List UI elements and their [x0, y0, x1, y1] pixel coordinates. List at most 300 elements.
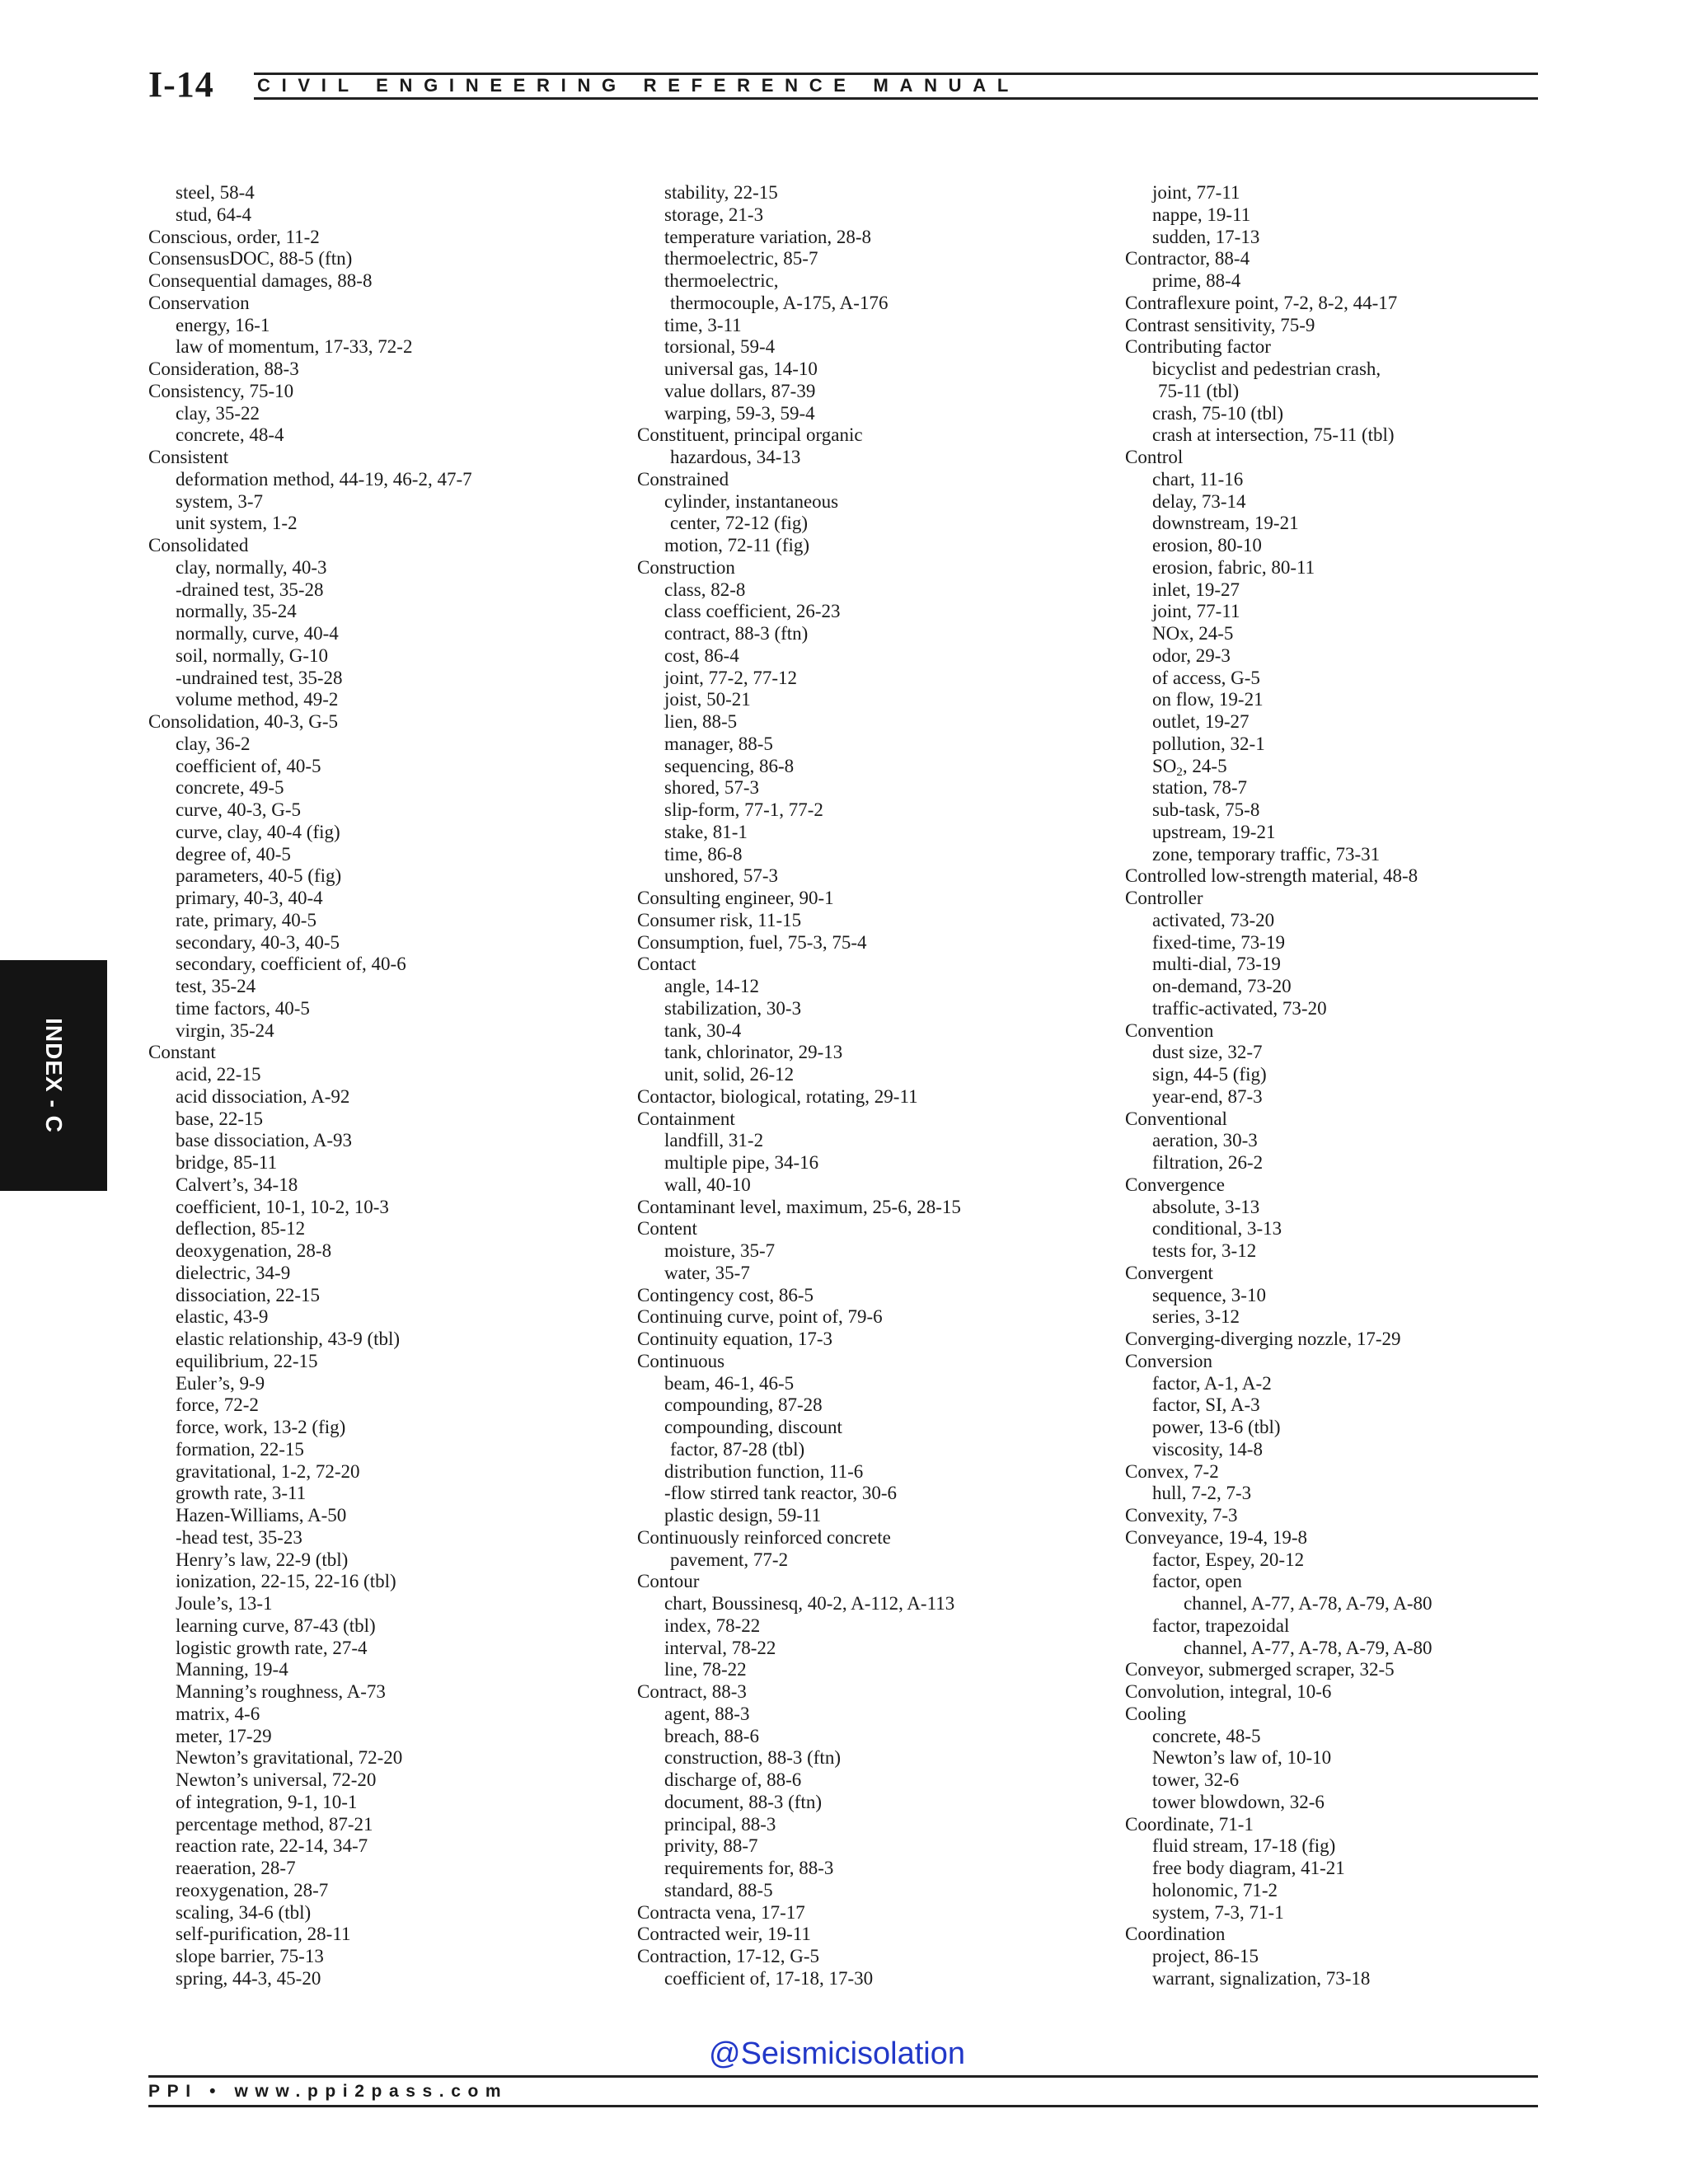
index-entry — [637, 910, 1099, 932]
index-subentry — [637, 1615, 1099, 1638]
index-subentry — [1125, 557, 1587, 579]
index-subentry — [148, 491, 610, 513]
index-subentry — [148, 1593, 610, 1615]
entry-text: unit, solid, 26-12 — [664, 1064, 795, 1085]
index-subentry — [1125, 381, 1587, 403]
index-entry — [1125, 1351, 1587, 1373]
index-subentry — [148, 1439, 610, 1461]
index-subentry — [148, 1306, 610, 1329]
entry-text: slope barrier, 75-13 — [176, 1946, 324, 1966]
index-entry — [1125, 447, 1587, 469]
index-subentry — [148, 1483, 610, 1505]
footer-rule-top — [148, 2075, 1538, 2078]
index-subentry — [148, 315, 610, 337]
entry-text: storage, 21-3 — [664, 204, 764, 225]
index-entry — [148, 248, 610, 270]
entry-text: sign, 44-5 (fig) — [1152, 1064, 1267, 1085]
entry-text: joint, 77-11 — [1152, 601, 1240, 622]
index-entry — [148, 1042, 610, 1064]
index-subentry — [148, 1218, 610, 1240]
footer-url[interactable]: www.ppi2pass.com — [234, 2082, 509, 2101]
index-entry — [1125, 1329, 1587, 1351]
entry-subscript: 2 — [1176, 765, 1183, 779]
entry-text: force, work, 13-2 (fig) — [176, 1417, 346, 1437]
entry-text: Consolidated — [148, 535, 249, 555]
entry-text: year-end, 87-3 — [1152, 1085, 1263, 1107]
index-entry — [1125, 1461, 1587, 1483]
index-entry — [637, 1571, 1099, 1593]
entry-text: erosion, 80-10 — [1152, 535, 1262, 555]
index-subentry — [148, 1880, 610, 1902]
index-subentry — [148, 1704, 610, 1726]
index-subentry — [148, 1263, 610, 1285]
index-subentry — [1125, 227, 1587, 249]
entry-text: ionization, 22-15, 22-16 (tbl) — [176, 1571, 396, 1592]
index-column-1 — [148, 182, 610, 1990]
entry-text: motion, 72-11 (fig) — [664, 535, 810, 555]
entry-text: Content — [637, 1218, 697, 1240]
index-entry — [637, 1108, 1099, 1131]
entry-text: wall, 40-10 — [664, 1174, 751, 1195]
entry-text: index, 78-22 — [664, 1615, 761, 1636]
index-entry — [1125, 336, 1587, 359]
index-subentry — [637, 1505, 1099, 1527]
entry-text: crash at intersection, 75-11 (tbl) — [1152, 424, 1395, 446]
entry-text: of access, G-5 — [1152, 667, 1260, 688]
entry-text: universal gas, 14-10 — [664, 359, 818, 379]
index-subentry — [148, 1351, 610, 1373]
index-subentry — [637, 1726, 1099, 1748]
index-subentry — [1125, 976, 1587, 998]
entry-text: steel, 58-4 — [176, 182, 255, 203]
index-side-tab[interactable] — [0, 960, 107, 1191]
entry-text: fixed-time, 73-19 — [1152, 931, 1285, 953]
entry-text: reaction rate, 22-14, 34-7 — [176, 1835, 368, 1857]
entry-text: hazardous, 34-13 — [670, 447, 801, 467]
entry-text: matrix, 4-6 — [176, 1703, 260, 1724]
entry-text: clay, 36-2 — [176, 733, 251, 754]
entry-text: lien, 88-5 — [664, 711, 738, 732]
index-subentry — [148, 204, 610, 227]
entry-text: line, 78-22 — [664, 1659, 747, 1680]
entry-text: Calvert’s, 34-18 — [176, 1174, 298, 1195]
index-subentry — [1125, 711, 1587, 733]
index-subentry — [1125, 1792, 1587, 1814]
entry-text: shored, 57-3 — [664, 777, 759, 799]
entry-text: gravitational, 1-2, 72-20 — [176, 1460, 360, 1482]
index-subentry — [637, 756, 1099, 778]
index-subentry — [637, 1394, 1099, 1417]
entry-text: bridge, 85-11 — [176, 1152, 278, 1173]
entry-text: channel, A-77, A-78, A-79, A-80 — [1184, 1593, 1432, 1614]
index-subentry — [148, 1461, 610, 1483]
entry-text: on flow, 19-21 — [1152, 689, 1264, 710]
entry-text: cylinder, instantaneous — [664, 490, 839, 512]
entry-text: Controlled low-strength material, 48-8 — [1125, 865, 1418, 887]
index-subentry — [637, 623, 1099, 645]
entry-text: filtration, 26-2 — [1152, 1152, 1264, 1173]
entry-text: -flow stirred tank reactor, 30-6 — [664, 1483, 897, 1504]
index-subentry — [1125, 1638, 1587, 1660]
entry-text: volume method, 49-2 — [176, 689, 339, 710]
entry-text: absolute, 3-13 — [1152, 1196, 1260, 1217]
entry-text: Containment — [637, 1108, 735, 1129]
entry-text: series, 3-12 — [1152, 1306, 1240, 1328]
index-subentry — [637, 1020, 1099, 1043]
entry-text: elastic relationship, 43-9 (tbl) — [176, 1329, 401, 1349]
index-entry — [148, 359, 610, 381]
index-entry — [1125, 1814, 1587, 1836]
entry-text: bicyclist and pedestrian crash, — [1152, 359, 1381, 379]
index-subentry — [148, 579, 610, 602]
entry-text: conditional, 3-13 — [1152, 1218, 1282, 1240]
entry-text: compounding, discount — [664, 1417, 842, 1437]
index-subentry — [148, 1615, 610, 1638]
index-subentry — [1125, 1240, 1587, 1263]
index-subentry — [148, 1681, 610, 1704]
index-subentry — [637, 865, 1099, 888]
index-subentry — [637, 1483, 1099, 1505]
entry-text: Contaminant level, maximum, 25-6, 28-15 — [637, 1196, 961, 1217]
entry-text: Contraflexure point, 7-2, 8-2, 44-17 — [1125, 292, 1398, 313]
entry-text: compounding, 87-28 — [664, 1394, 823, 1416]
entry-text: learning curve, 87-43 (tbl) — [176, 1615, 376, 1636]
index-subentry — [148, 910, 610, 932]
index-subentry — [637, 447, 1099, 469]
index-subentry — [637, 1858, 1099, 1880]
index-subentry — [1125, 1285, 1587, 1307]
index-subentry — [1125, 1946, 1587, 1968]
index-subentry — [1125, 1615, 1587, 1638]
index-subentry — [148, 1968, 610, 1990]
index-subentry — [637, 227, 1099, 249]
index-subentry — [148, 1285, 610, 1307]
index-subentry — [637, 668, 1099, 690]
entry-text: -undrained test, 35-28 — [176, 667, 343, 688]
index-subentry — [1125, 954, 1587, 976]
index-entry — [148, 711, 610, 733]
index-subentry — [1125, 491, 1587, 513]
entry-text: holonomic, 71-2 — [1152, 1879, 1278, 1900]
entry-text: law of momentum, 17-33, 72-2 — [176, 336, 413, 358]
index-entry — [637, 1527, 1099, 1549]
index-entry — [1125, 1924, 1587, 1946]
index-subentry — [637, 777, 1099, 799]
entry-text: Conservation — [148, 292, 250, 313]
entry-text: equilibrium, 22-15 — [176, 1350, 318, 1371]
index-subentry — [148, 976, 610, 998]
index-subentry — [148, 1086, 610, 1108]
entry-text: Continuing curve, point of, 79-6 — [637, 1306, 883, 1328]
entry-text: unshored, 57-3 — [664, 865, 778, 887]
entry-text: factor, trapezoidal — [1152, 1615, 1290, 1636]
entry-text: secondary, coefficient of, 40-6 — [176, 954, 406, 975]
index-subentry — [637, 293, 1099, 315]
index-subentry — [637, 336, 1099, 359]
entry-text: Contraction, 17-12, G-5 — [637, 1946, 820, 1966]
entry-text: factor, SI, A-3 — [1152, 1394, 1260, 1416]
index-entry — [637, 1285, 1099, 1307]
entry-text: discharge of, 88-6 — [664, 1769, 802, 1790]
index-entry — [1125, 315, 1587, 337]
entry-text: rate, primary, 40-5 — [176, 909, 316, 930]
index-entry — [1125, 1681, 1587, 1704]
footer-text — [148, 2080, 508, 2103]
index-subentry — [637, 1638, 1099, 1660]
entry-text: torsional, 59-4 — [664, 336, 776, 358]
index-entry — [637, 1197, 1099, 1219]
index-subentry — [148, 1769, 610, 1792]
entry-text: Euler’s, 9-9 — [176, 1372, 265, 1394]
page-footer — [148, 2075, 1538, 2108]
entry-text: project, 86-15 — [1152, 1946, 1259, 1966]
index-subentry — [148, 1902, 610, 1924]
entry-text: beam, 46-1, 46-5 — [664, 1372, 795, 1394]
entry-text: secondary, 40-3, 40-5 — [176, 931, 340, 953]
index-subentry — [148, 623, 610, 645]
index-subentry — [148, 424, 610, 447]
index-subentry — [148, 1549, 610, 1572]
index-subentry — [1125, 623, 1587, 645]
index-subentry — [148, 799, 610, 822]
entry-text: activated, 73-20 — [1152, 909, 1275, 930]
index-subentry — [148, 844, 610, 866]
entry-text: Convexity, 7-3 — [1125, 1505, 1238, 1526]
index-subentry — [148, 601, 610, 623]
index-subentry — [148, 1638, 610, 1660]
running-title: CIVIL ENGINEERING REFERENCE MANUAL — [257, 75, 1020, 96]
index-subentry — [148, 645, 610, 668]
entry-text: Contract, 88-3 — [637, 1681, 747, 1702]
index-subentry — [637, 645, 1099, 668]
entry-text: sudden, 17-13 — [1152, 226, 1260, 247]
entry-text: Manning’s roughness, A-73 — [176, 1681, 386, 1702]
entry-text: Joule’s, 13-1 — [176, 1593, 273, 1614]
entry-text: breach, 88-6 — [664, 1725, 759, 1746]
entry-text: delay, 73-14 — [1152, 490, 1246, 512]
entry-text: NOx, 24-5 — [1152, 623, 1234, 644]
index-entry — [637, 1218, 1099, 1240]
entry-text: joist, 50-21 — [664, 689, 751, 710]
entry-text: fluid stream, 17-18 (fig) — [1152, 1835, 1336, 1857]
entry-text: Consequential damages, 88-8 — [148, 270, 373, 291]
entry-text: Converging-diverging nozzle, 17-29 — [1125, 1329, 1401, 1349]
index-subentry — [1125, 932, 1587, 954]
entry-text: test, 35-24 — [176, 976, 256, 996]
index-subentry — [148, 469, 610, 491]
entry-text: dust size, 32-7 — [1152, 1042, 1263, 1063]
index-subentry — [637, 1373, 1099, 1395]
entry-text: prime, 88-4 — [1152, 270, 1241, 291]
entry-text: scaling, 34-6 (tbl) — [176, 1901, 312, 1923]
entry-text: normally, 35-24 — [176, 601, 297, 622]
entry-text: acid, 22-15 — [176, 1064, 261, 1085]
entry-text: construction, 88-3 (ftn) — [664, 1747, 841, 1769]
entry-text: warping, 59-3, 59-4 — [664, 402, 815, 424]
entry-text: primary, 40-3, 40-4 — [176, 888, 323, 908]
index-subentry — [148, 1174, 610, 1197]
entry-text: class coefficient, 26-23 — [664, 601, 841, 622]
index-entry — [637, 1681, 1099, 1704]
index-subentry — [148, 1571, 610, 1593]
entry-text: thermocouple, A-175, A-176 — [670, 292, 889, 313]
entry-text-continued: , 24-5 — [1182, 755, 1227, 776]
entry-text: system, 3-7 — [176, 490, 264, 512]
watermark: @Seismicisolation — [709, 2036, 966, 2071]
index-subentry — [637, 315, 1099, 337]
index-subentry — [1125, 1483, 1587, 1505]
entry-text: joint, 77-11 — [1152, 182, 1240, 203]
index-subentry — [637, 270, 1099, 293]
entry-text: zone, temporary traffic, 73-31 — [1152, 843, 1381, 865]
entry-text: Constituent, principal organic — [637, 424, 863, 446]
entry-text: system, 7-3, 71-1 — [1152, 1901, 1284, 1923]
entry-text: cost, 86-4 — [664, 644, 739, 666]
entry-text: water, 35-7 — [664, 1262, 750, 1283]
entry-text: agent, 88-3 — [664, 1703, 750, 1724]
index-subentry — [148, 733, 610, 756]
entry-text: stability, 22-15 — [664, 182, 778, 203]
index-subentry — [637, 1769, 1099, 1792]
entry-text: Coordinate, 71-1 — [1125, 1813, 1254, 1835]
footer-rule-bottom — [148, 2105, 1538, 2107]
index-subentry — [637, 1263, 1099, 1285]
entry-text: energy, 16-1 — [176, 314, 270, 335]
entry-text: Conveyance, 19-4, 19-8 — [1125, 1526, 1307, 1548]
entry-text: time, 3-11 — [664, 314, 742, 335]
index-entry — [1125, 1505, 1587, 1527]
entry-text: coefficient of, 17-18, 17-30 — [664, 1967, 874, 1989]
entry-text: 75-11 (tbl) — [1158, 380, 1240, 401]
index-subentry — [1125, 359, 1587, 381]
entry-text: acid dissociation, A-92 — [176, 1085, 350, 1107]
index-subentry — [1125, 910, 1587, 932]
entry-text: slip-form, 77-1, 77-2 — [664, 799, 823, 820]
entry-text: Convergent — [1125, 1262, 1213, 1283]
entry-text: Consideration, 88-3 — [148, 359, 299, 379]
entry-text: concrete, 48-5 — [1152, 1725, 1261, 1746]
entry-text: dielectric, 34-9 — [176, 1262, 291, 1283]
entry-text: privity, 88-7 — [664, 1835, 758, 1857]
index-subentry — [148, 403, 610, 425]
index-subentry — [637, 733, 1099, 756]
entry-text: tank, 30-4 — [664, 1019, 742, 1041]
index-subentry — [637, 1549, 1099, 1572]
entry-text: class, 82-8 — [664, 579, 746, 600]
index-subentry — [148, 1659, 610, 1681]
index-subentry — [637, 1814, 1099, 1836]
entry-text: Consumer risk, 11-15 — [637, 909, 802, 930]
index-subentry — [148, 1197, 610, 1219]
index-subentry — [1125, 733, 1587, 756]
entry-text: degree of, 40-5 — [176, 843, 291, 865]
index-subentry — [1125, 1042, 1587, 1064]
index-subentry — [637, 1174, 1099, 1197]
entry-text: deformation method, 44-19, 46-2, 47-7 — [176, 468, 472, 490]
index-subentry — [1125, 1835, 1587, 1858]
entry-text: contract, 88-3 (ftn) — [664, 623, 809, 644]
index-entry — [148, 227, 610, 249]
index-subentry — [637, 976, 1099, 998]
entry-text: standard, 88-5 — [664, 1879, 773, 1900]
index-subentry — [1125, 1417, 1587, 1439]
entry-text: temperature variation, 28-8 — [664, 226, 871, 247]
entry-text: Construction — [637, 556, 735, 578]
index-subentry — [1125, 1152, 1587, 1174]
index-entry — [637, 932, 1099, 954]
entry-text: elastic, 43-9 — [176, 1306, 269, 1328]
index-column-2 — [637, 182, 1099, 1990]
index-subentry — [148, 513, 610, 535]
index-subentry — [1125, 601, 1587, 623]
entry-text: principal, 88-3 — [664, 1813, 776, 1835]
entry-text: concrete, 48-4 — [176, 424, 284, 446]
index-entry — [148, 293, 610, 315]
index-subentry — [1125, 1218, 1587, 1240]
entry-text: Continuously reinforced concrete — [637, 1526, 891, 1548]
entry-text: curve, 40-3, G-5 — [176, 799, 302, 820]
entry-text: stabilization, 30-3 — [664, 997, 802, 1019]
entry-text: Continuous — [637, 1350, 725, 1371]
index-subentry — [637, 359, 1099, 381]
index-entry — [1125, 1704, 1587, 1726]
index-subentry — [1125, 1086, 1587, 1108]
index-entry — [637, 1351, 1099, 1373]
index-subentry — [148, 1858, 610, 1880]
index-subentry — [637, 1240, 1099, 1263]
entry-text: logistic growth rate, 27-4 — [176, 1637, 368, 1658]
index-subentry — [148, 689, 610, 711]
entry-text: odor, 29-3 — [1152, 644, 1231, 666]
entry-text: Constant — [148, 1042, 216, 1063]
entry-text: Hazen-Williams, A-50 — [176, 1505, 347, 1526]
index-subentry — [1125, 1306, 1587, 1329]
entry-text: multi-dial, 73-19 — [1152, 954, 1281, 975]
entry-text: formation, 22-15 — [176, 1438, 304, 1460]
entry-text: unit system, 1-2 — [176, 513, 298, 534]
index-subentry — [1125, 844, 1587, 866]
entry-text: of integration, 9-1, 10-1 — [176, 1791, 358, 1812]
entry-text: multiple pipe, 34-16 — [664, 1152, 819, 1173]
entry-text: requirements for, 88-3 — [664, 1858, 834, 1878]
entry-text: upstream, 19-21 — [1152, 821, 1276, 842]
index-subentry — [1125, 1902, 1587, 1924]
index-subentry — [148, 1726, 610, 1748]
index-subentry — [637, 711, 1099, 733]
entry-text: base dissociation, A-93 — [176, 1130, 352, 1151]
index-subentry — [148, 1814, 610, 1836]
entry-text: Constrained — [637, 468, 729, 490]
index-entry — [148, 381, 610, 403]
index-subentry — [637, 689, 1099, 711]
header-rule-bottom — [254, 97, 1538, 100]
index-subentry — [1125, 1769, 1587, 1792]
index-subentry — [1125, 1880, 1587, 1902]
entry-text: -drained test, 35-28 — [176, 579, 324, 600]
index-entry — [1125, 1020, 1587, 1043]
index-entry — [1125, 865, 1587, 888]
entry-text: station, 78-7 — [1152, 777, 1247, 799]
entry-text: coefficient, 10-1, 10-2, 10-3 — [176, 1196, 389, 1217]
entry-text: Consulting engineer, 90-1 — [637, 888, 834, 908]
entry-text: sub-task, 75-8 — [1152, 799, 1260, 820]
index-subentry — [148, 1020, 610, 1043]
entry-text: tank, chlorinator, 29-13 — [664, 1042, 843, 1063]
index-subentry — [1125, 668, 1587, 690]
entry-text: free body diagram, 41-21 — [1152, 1858, 1345, 1878]
entry-text: outlet, 19-27 — [1152, 711, 1250, 732]
index-subentry — [148, 1835, 610, 1858]
